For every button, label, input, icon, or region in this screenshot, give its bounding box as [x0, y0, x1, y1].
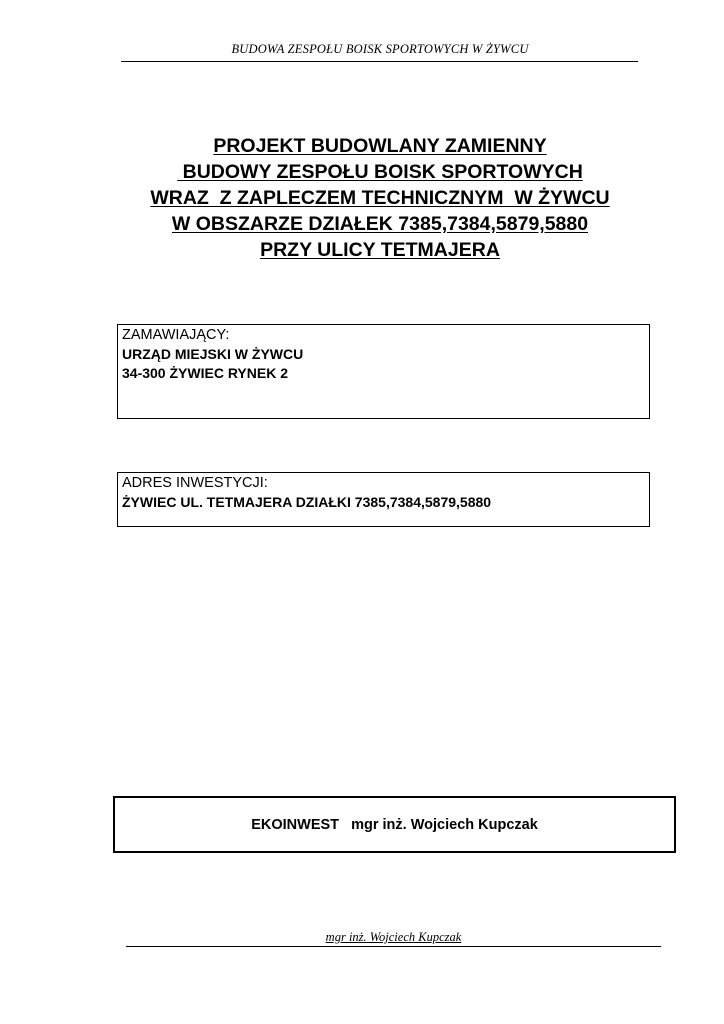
running-header: BUDOWA ZESPOŁU BOISK SPORTOWYCH W ŻYWCU: [231, 42, 529, 56]
client-address: 34-300 ŻYWIEC RYNEK 2: [122, 365, 288, 381]
author-box: [113, 796, 676, 853]
title-line-3: WRAZ Z ZAPLECZEM TECHNICZNYM W ŻYWCU: [150, 187, 610, 209]
header-rule: [121, 61, 638, 62]
footer-rule: [126, 946, 661, 947]
client-box: [117, 324, 650, 419]
title-line-2: BUDOWY ZESPOŁU BOISK SPORTOWYCH: [177, 161, 583, 183]
running-footer: mgr inż. Wojciech Kupczak: [325, 930, 462, 944]
title-line-4: W OBSZARZE DZIAŁEK 7385,7384,5879,5880: [171, 213, 589, 235]
client-name: URZĄD MIEJSKI W ŻYWCU: [122, 346, 304, 362]
author-name: EKOINWEST mgr inż. Wojciech Kupczak: [251, 816, 538, 833]
title-line-5: PRZY ULICY TETMAJERA: [260, 239, 500, 261]
title-line-1: PROJEKT BUDOWLANY ZAMIENNY: [213, 135, 547, 157]
client-label: ZAMAWIAJĄCY:: [122, 327, 230, 343]
investment-address: ŻYWIEC UL. TETMAJERA DZIAŁKI 7385,7384,5879,5880: [122, 494, 492, 510]
document-title: [80, 133, 680, 263]
investment-label: ADRES INWESTYCJI:: [122, 475, 268, 491]
investment-address-box: [117, 472, 650, 527]
